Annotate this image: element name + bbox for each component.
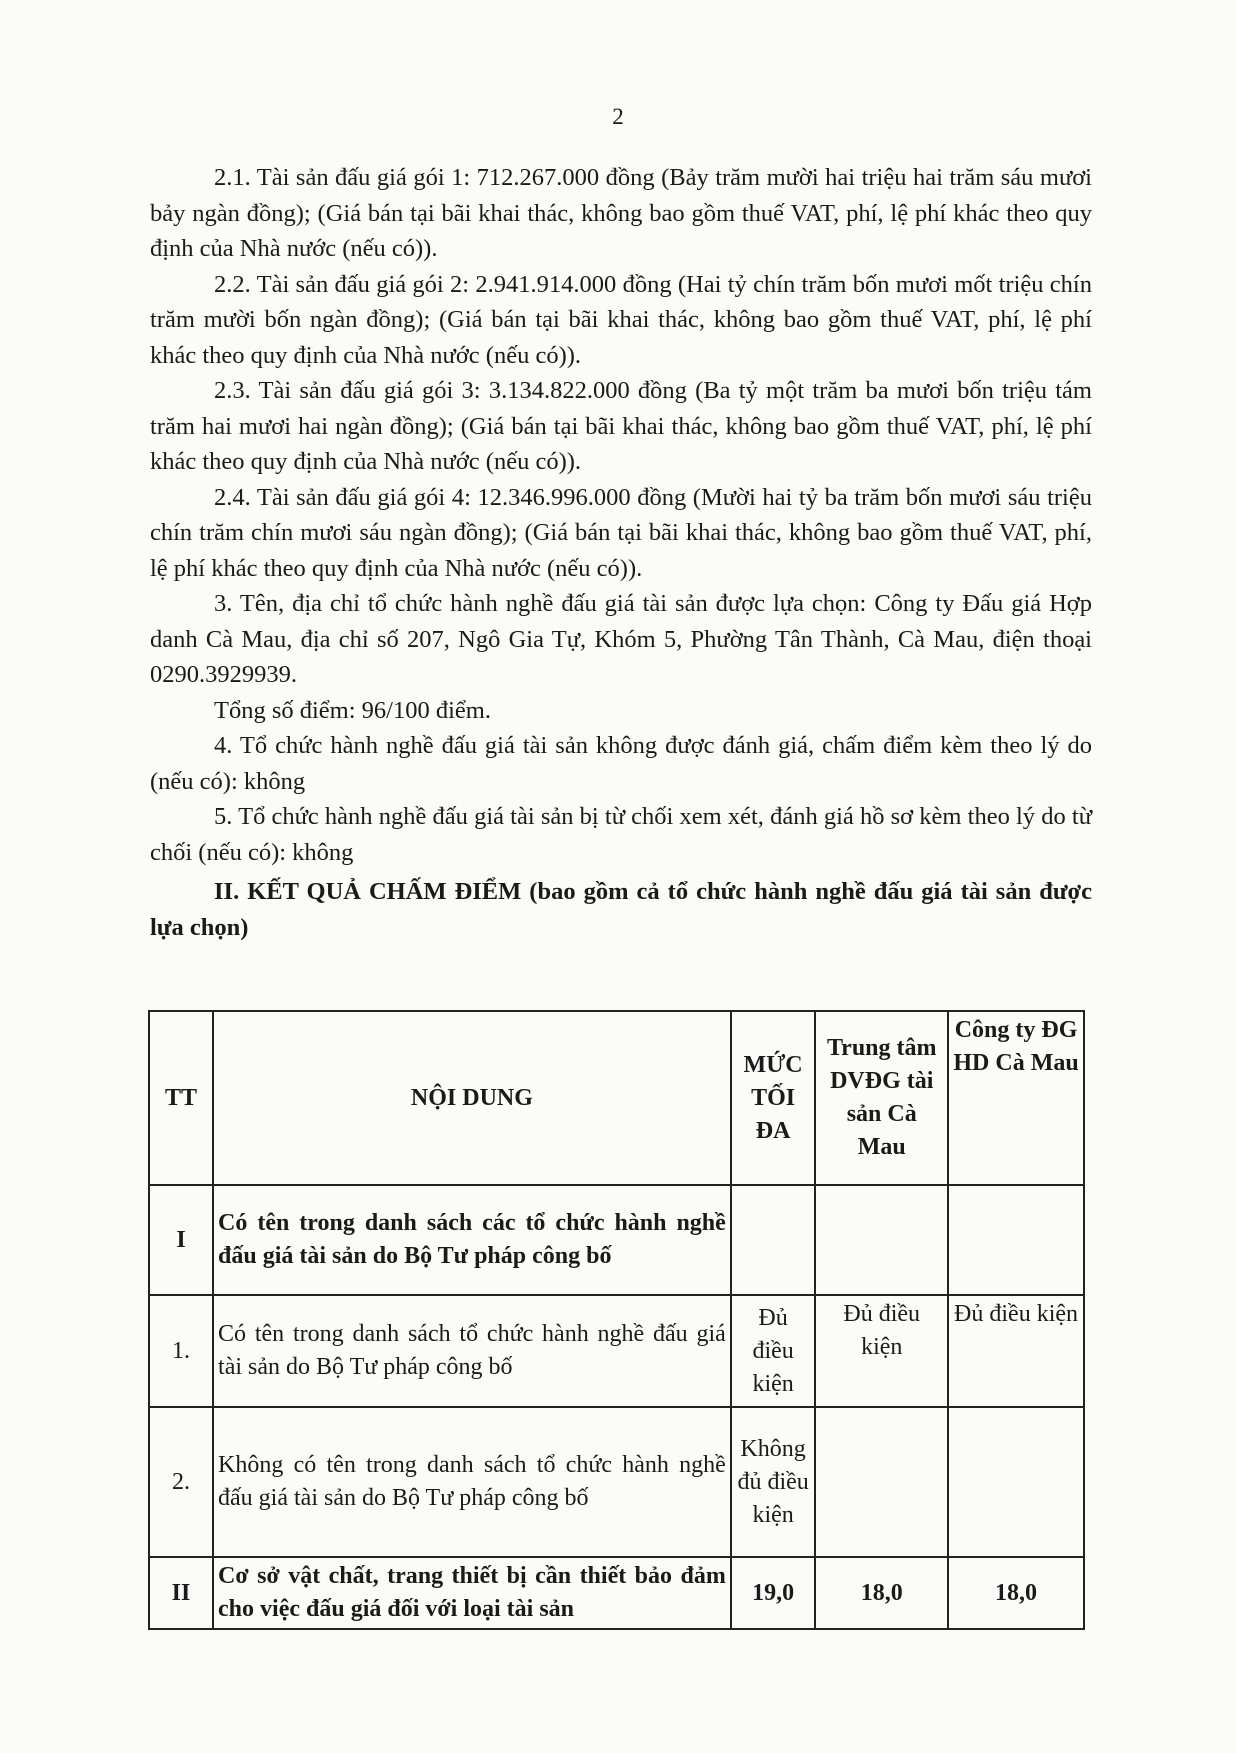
row-max: 19,0 (731, 1557, 816, 1629)
page-number: 2 (612, 104, 624, 129)
table-header-row (149, 1011, 1084, 1185)
row-org-b (948, 1407, 1084, 1557)
paragraph-2-1: 2.1. Tài sản đấu giá gói 1: 712.267.000 đồng (Bảy trăm mười hai triệu hai trăm sáu mươi bảy ngàn đồng); (Giá bán tại bãi khai thác, không bao gồm thuế VAT, phí, lệ phí khác theo quy định của Nhà nước (nếu có)). (150, 164, 1092, 262)
paragraph-2-4: 2.4. Tài sản đấu giá gói 4: 12.346.996.000 đồng (Mười hai tỷ ba trăm bốn mươi sáu triệu chín trăm chín mươi sáu ngàn đồng); (Giá bán tại bãi khai thác, không bao gồm thuế VAT, phí, lệ phí khác theo quy định của Nhà nước (nếu có)). (150, 483, 1092, 582)
paragraph-2-2: 2.2. Tài sản đấu giá gói 2: 2.941.914.000 đồng (Hai tỷ chín trăm bốn mươi mốt triệu chín trăm mười bốn ngàn đồng); (Giá bán tại bãi khai thác, không bao gồm thuế VAT, phí, lệ phí khác theo quy định của Nhà nước (nếu có)). (150, 270, 1092, 369)
row-org-a (815, 1185, 948, 1295)
paragraph-3: 3. Tên, địa chỉ tổ chức hành nghề đấu giá tài sản được lựa chọn: Công ty Đấu giá Hợp danh Cà Mau, địa chỉ số 207, Ngô Gia Tự, Khóm 5, Phường Tân Thành, Cà Mau, điện thoại 0290.3929939. (150, 590, 1092, 688)
row-max (731, 1185, 816, 1295)
paragraph-4: 4. Tổ chức hành nghề đấu giá tài sản không được đánh giá, chấm điểm kèm theo lý do (nếu có): không (150, 732, 1092, 795)
section-heading-title: II. KẾT QUẢ CHẤM ĐIỂM (214, 878, 522, 905)
row-content: Có tên trong danh sách tổ chức hành nghề đấu giá tài sản do Bộ Tư pháp công bố (213, 1295, 731, 1407)
paragraph-5: 5. Tổ chức hành nghề đấu giá tài sản bị từ chối xem xét, đánh giá hồ sơ kèm theo lý do từ chối (nếu có): không (150, 803, 1092, 866)
row-org-a: Đủ điều kiện (815, 1295, 948, 1407)
table-row (149, 1295, 1084, 1407)
header-org-b: Công ty ĐG HD Cà Mau (948, 1011, 1084, 1185)
row-org-b: Đủ điều kiện (948, 1295, 1084, 1407)
header-content: NỘI DUNG (213, 1011, 731, 1185)
row-tt: 1. (149, 1295, 213, 1407)
row-content: Cơ sở vật chất, trang thiết bị cần thiết bảo đảm cho việc đấu giá đối với loại tài sản (213, 1557, 731, 1629)
row-tt: I (149, 1185, 213, 1295)
header-max: MỨC TỐI ĐA (731, 1011, 816, 1185)
row-content: Có tên trong danh sách các tổ chức hành nghề đấu giá tài sản do Bộ Tư pháp công bố (213, 1185, 731, 1295)
table-row (149, 1185, 1084, 1295)
row-tt: II (149, 1557, 213, 1629)
score-table (148, 1010, 1085, 1630)
header-org-a: Trung tâm DVĐG tài sản Cà Mau (815, 1011, 948, 1185)
table-row (149, 1557, 1084, 1629)
section-heading-note: (bao gồm cả tổ chức hành nghề đấu giá tài sản được lựa chọn) (150, 878, 1092, 941)
row-org-a (815, 1407, 948, 1557)
row-org-b: 18,0 (948, 1557, 1084, 1629)
total-score: Tổng số điểm: 96/100 điểm. (214, 696, 491, 724)
row-max: Không đủ điều kiện (731, 1407, 816, 1557)
row-org-b (948, 1185, 1084, 1295)
table-row (149, 1407, 1084, 1557)
paragraph-2-3: 2.3. Tài sản đấu giá gói 3: 3.134.822.000 đồng (Ba tỷ một trăm ba mươi bốn triệu tám trăm hai mươi hai ngàn đồng); (Giá bán tại bãi khai thác, không bao gồm thuế VAT, phí, lệ phí khác theo quy định của Nhà nước (nếu có)). (150, 377, 1092, 475)
row-org-a: 18,0 (815, 1557, 948, 1629)
row-tt: 2. (149, 1407, 213, 1557)
document-body (150, 160, 1092, 945)
row-content: Không có tên trong danh sách tổ chức hành nghề đấu giá tài sản do Bộ Tư pháp công bố (213, 1407, 731, 1557)
row-max: Đủ điều kiện (731, 1295, 816, 1407)
header-tt: TT (149, 1011, 213, 1185)
section-heading (150, 874, 1092, 945)
